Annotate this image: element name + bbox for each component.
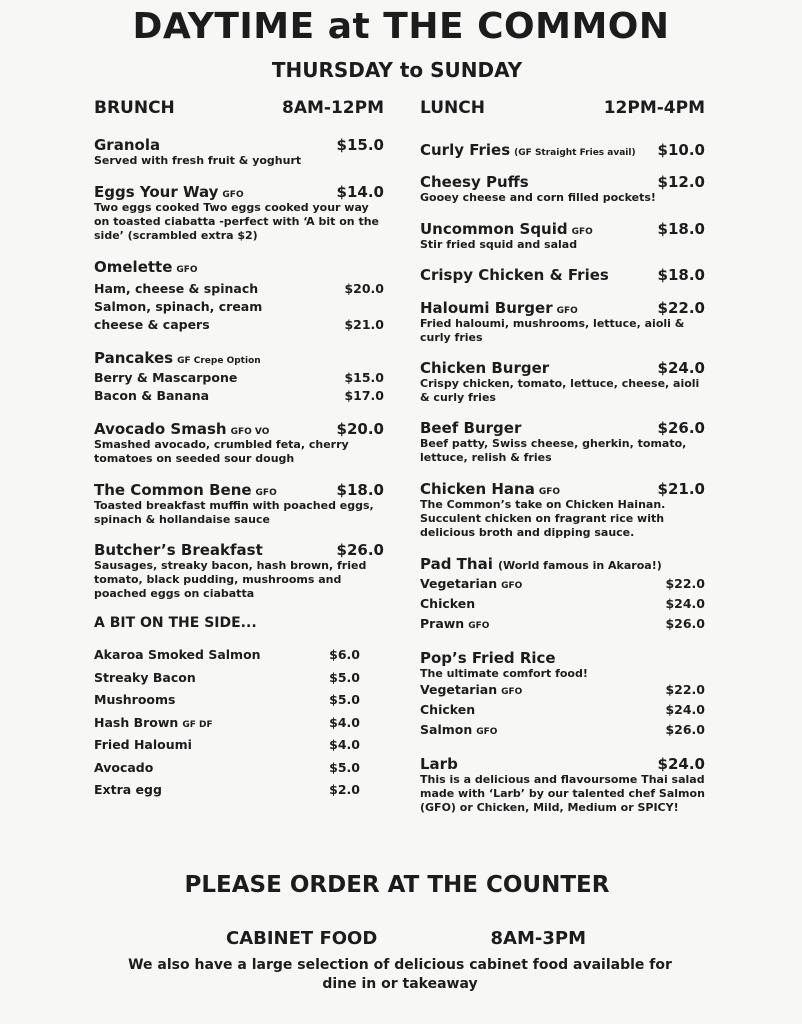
- item-price: $21.0: [657, 480, 705, 498]
- side-price: $5.0: [329, 669, 360, 685]
- option-label: Vegetarian: [420, 576, 498, 591]
- option-tag: GFO: [468, 621, 490, 631]
- cabinet-description: We also have a large selection of delicious cabinet food available for dine in or takeaway: [128, 957, 672, 992]
- side-tag: GF DF: [182, 719, 213, 730]
- menu-subtitle: THURSDAY to SUNDAY: [271, 58, 523, 82]
- item-name: Curly Fries: [420, 141, 511, 159]
- item-option: [420, 575, 705, 595]
- item-option: [94, 387, 384, 405]
- menu-item-pancakes: [94, 348, 384, 405]
- item-price: $18.0: [657, 220, 705, 238]
- item-option: [420, 681, 705, 701]
- option-tag: GFO: [501, 581, 523, 591]
- option-tag: GFO: [501, 687, 523, 697]
- item-option: [420, 721, 705, 741]
- item-name: Chicken Hana: [420, 480, 535, 498]
- item-description: Two eggs cooked Two eggs cooked your way on toasted ciabatta -perfect with ‘A bit on the side’ (scrambled extra $2): [94, 201, 379, 242]
- brunch-column: [94, 98, 384, 803]
- side-price: $2.0: [329, 782, 360, 797]
- option-price: $22.0: [665, 682, 705, 697]
- option-price: $15.0: [344, 370, 384, 385]
- item-name: Beef Burger: [420, 419, 522, 437]
- lunch-hours: 12PM-4PM: [603, 98, 705, 118]
- menu-item: [420, 219, 705, 252]
- brunch-hours: 8AM-12PM: [282, 98, 384, 118]
- cabinet-hours: 8AM-3PM: [490, 928, 586, 949]
- item-option: [94, 316, 384, 334]
- item-price: $18.0: [336, 481, 384, 499]
- lunch-heading: LUNCH: [420, 98, 485, 118]
- item-name: Omelette: [94, 258, 173, 276]
- item-price: $12.0: [657, 173, 705, 191]
- item-tag: GFO: [222, 190, 244, 200]
- order-notice: PLEASE ORDER AT THE COUNTER: [184, 872, 610, 898]
- item-name: Pad Thai: [420, 555, 493, 573]
- option-price: $17.0: [344, 388, 384, 403]
- menu-item: [94, 419, 384, 466]
- item-option: [420, 701, 705, 721]
- menu-item: [420, 479, 705, 540]
- item-price: $24.0: [657, 359, 705, 377]
- item-option: [94, 369, 384, 387]
- option-label: cheese & capers: [94, 317, 210, 332]
- side-price: $4.0: [329, 737, 360, 752]
- item-option: [420, 595, 705, 615]
- menu-item-larb: [420, 755, 705, 815]
- menu-item: [94, 480, 384, 527]
- side-price: $6.0: [329, 647, 360, 662]
- cabinet-header: [226, 928, 586, 949]
- item-name: Eggs Your Way: [94, 183, 219, 201]
- side-label: Mushrooms: [94, 692, 176, 707]
- option-price: $21.0: [344, 317, 384, 332]
- side-item: [94, 780, 384, 803]
- item-description: Crispy chicken, tomato, lettuce, cheese, aioli & curly fries: [420, 377, 700, 404]
- option-price: $22.0: [665, 576, 705, 591]
- item-note: (World famous in Akaroa!): [497, 559, 662, 572]
- option-label: Ham, cheese & spinach: [94, 281, 259, 296]
- side-item: [94, 668, 384, 691]
- item-name: Larb: [420, 755, 458, 773]
- item-description: Toasted breakfast muffin with poached eggs, spinach & hollandaise sauce: [94, 499, 374, 526]
- item-tag: GFO: [571, 227, 593, 237]
- option-price: $26.0: [665, 616, 705, 631]
- side-heading: A BIT ON THE SIDE...: [94, 615, 257, 631]
- side-item: [94, 645, 384, 668]
- side-price: $5.0: [329, 692, 360, 707]
- side-label: Akaroa Smoked Salmon: [94, 647, 261, 662]
- side-label: Streaky Bacon: [94, 669, 196, 685]
- item-description: Stir fried squid and salad: [420, 238, 578, 251]
- item-name: Butcher’s Breakfast: [94, 541, 263, 559]
- side-label: Hash Brown: [94, 714, 179, 730]
- option-label: Vegetarian: [420, 682, 498, 697]
- side-price: $4.0: [329, 714, 360, 730]
- menu-item: [420, 359, 705, 405]
- option-label: Bacon & Banana: [94, 388, 210, 403]
- item-description: Sausages, streaky bacon, hash brown, fried tomato, black pudding, mushrooms and poached eggs on ciabatta: [94, 559, 367, 600]
- item-name: Uncommon Squid: [420, 220, 568, 238]
- item-option: [94, 280, 384, 298]
- item-option: [94, 298, 384, 316]
- item-description: Fried haloumi, mushrooms, lettuce, aioli & curly fries: [420, 317, 685, 344]
- item-name: Haloumi Burger: [420, 299, 553, 317]
- side-label: Extra egg: [94, 782, 162, 797]
- option-label: Chicken: [420, 596, 476, 611]
- menu-item-omelette: [94, 257, 384, 334]
- item-tag: GFO: [176, 265, 198, 275]
- option-label: Berry & Mascarpone: [94, 370, 238, 385]
- side-list: [94, 645, 384, 803]
- side-item: [94, 713, 384, 736]
- menu-item-fried-rice: [420, 649, 705, 741]
- side-label: Fried Haloumi: [94, 737, 192, 752]
- menu-item: [420, 266, 705, 284]
- item-note: (GF Straight Fries avail): [514, 148, 636, 158]
- side-price: $5.0: [329, 759, 360, 775]
- side-item: [94, 758, 384, 781]
- item-option: [420, 615, 705, 635]
- menu-item: [94, 136, 384, 168]
- side-item: [94, 690, 384, 713]
- item-price: $24.0: [657, 755, 705, 773]
- option-price: $24.0: [665, 702, 705, 717]
- menu-item: [94, 541, 384, 601]
- item-name: Avocado Smash: [94, 420, 227, 438]
- option-price: $26.0: [665, 722, 705, 737]
- item-name: Cheesy Puffs: [420, 173, 529, 191]
- item-tag: GFO VO: [230, 427, 270, 437]
- item-description: This is a delicious and flavoursome Thai salad made with ‘Larb’ by our talented chef Salmon (GFO) or Chicken, Mild, Medium or SPICY!: [420, 773, 705, 814]
- item-description: Served with fresh fruit & yoghurt: [94, 154, 302, 167]
- item-price: $26.0: [657, 419, 705, 437]
- item-description: The ultimate comfort food!: [420, 667, 588, 680]
- option-label: Chicken: [420, 702, 476, 717]
- option-tag: GFO: [476, 727, 498, 737]
- lunch-header: [420, 98, 705, 118]
- menu-item: [420, 419, 705, 465]
- item-price: $26.0: [336, 541, 384, 559]
- item-price: $10.0: [657, 141, 705, 159]
- option-price: $24.0: [665, 596, 705, 611]
- item-description: The Common’s take on Chicken Hainan. Succulent chicken on fragrant rice with delicious broth and dipping sauce.: [420, 498, 666, 539]
- item-name: Pop’s Fried Rice: [420, 649, 556, 667]
- cabinet-heading: CABINET FOOD: [226, 928, 378, 949]
- item-name: Chicken Burger: [420, 359, 550, 377]
- side-item: [94, 735, 384, 758]
- item-tag: GFO: [556, 306, 578, 316]
- item-name: Granola: [94, 136, 161, 154]
- option-label: Salmon: [420, 722, 473, 737]
- item-price: $22.0: [657, 299, 705, 317]
- item-description: Smashed avocado, crumbled feta, cherry tomatoes on seeded sour dough: [94, 438, 349, 465]
- option-label: Salmon, spinach, cream: [94, 299, 263, 314]
- menu-item: [94, 182, 384, 243]
- option-price: $20.0: [344, 281, 384, 296]
- brunch-heading: BRUNCH: [94, 98, 175, 118]
- option-label: Prawn: [420, 616, 465, 631]
- item-name: The Common Bene: [94, 481, 252, 499]
- lunch-column: [420, 98, 705, 829]
- item-description: Gooey cheese and corn filled pockets!: [420, 191, 656, 204]
- side-label: Avocado: [94, 759, 154, 775]
- item-tag: GFO: [255, 488, 277, 498]
- menu-item: [420, 140, 705, 159]
- brunch-header: [94, 98, 384, 118]
- menu-title: DAYTIME at THE COMMON: [132, 6, 670, 47]
- item-description: Beef patty, Swiss cheese, gherkin, tomato, lettuce, relish & fries: [420, 437, 687, 464]
- menu-item: [420, 298, 705, 345]
- item-tag: GF Crepe Option: [177, 356, 261, 366]
- item-price: $20.0: [336, 420, 384, 438]
- item-name: Pancakes: [94, 349, 174, 367]
- item-name: Crispy Chicken & Fries: [420, 266, 609, 284]
- item-tag: GFO: [538, 487, 561, 497]
- item-price: $14.0: [336, 183, 384, 201]
- item-price: $18.0: [657, 266, 705, 284]
- menu-item: [420, 173, 705, 205]
- item-price: $15.0: [336, 136, 384, 154]
- menu-item-pad-thai: [420, 554, 705, 635]
